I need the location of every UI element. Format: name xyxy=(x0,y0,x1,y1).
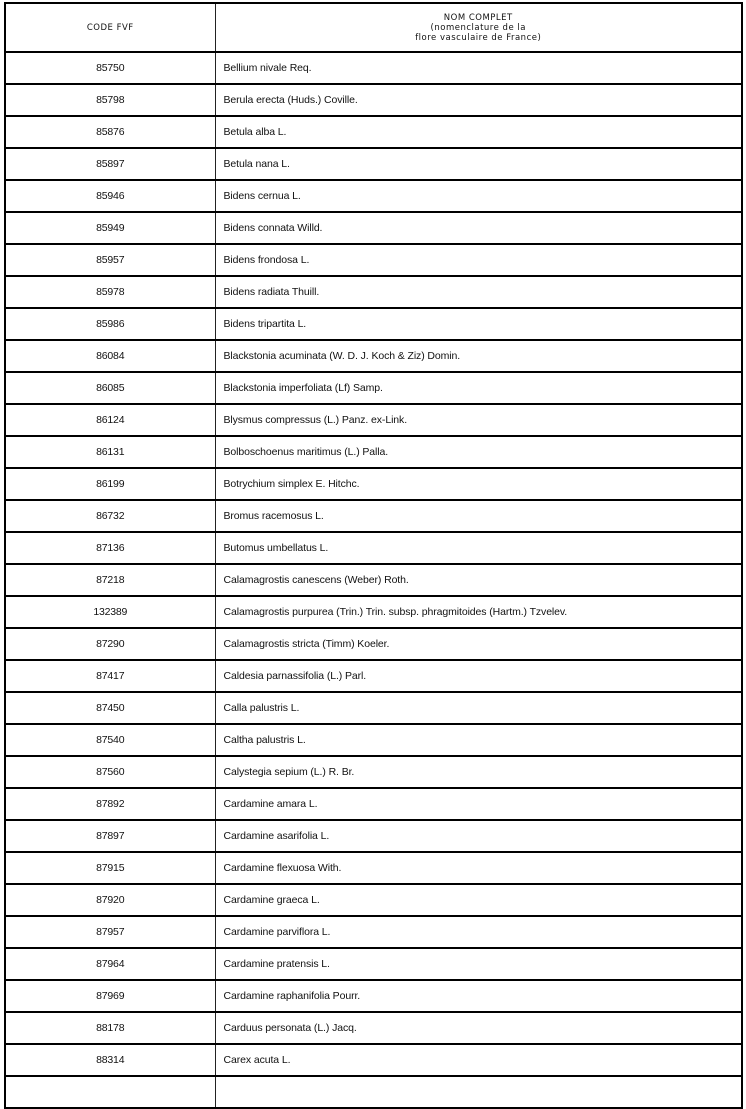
table-row xyxy=(5,148,742,180)
table-row xyxy=(5,340,742,372)
species-name-cell: Cardamine amara L. xyxy=(215,788,742,820)
species-name-cell: Bellium nivale Req. xyxy=(215,52,742,84)
code-fvf-cell: 87540 xyxy=(5,724,215,756)
table-row xyxy=(5,84,742,116)
code-fvf-cell: 87892 xyxy=(5,788,215,820)
species-name-cell: Blackstonia imperfoliata (Lf) Samp. xyxy=(215,372,742,404)
species-name-cell: Cardamine raphanifolia Pourr. xyxy=(215,980,742,1012)
species-name-cell: Botrychium simplex E. Hitchc. xyxy=(215,468,742,500)
header-code-fvf: CODE FVF xyxy=(5,3,215,52)
species-name-cell: Calamagrostis stricta (Timm) Koeler. xyxy=(215,628,742,660)
table-row xyxy=(5,980,742,1012)
header-nom-complet-note-2: flore vasculaire de France) xyxy=(415,32,542,43)
table-row xyxy=(5,276,742,308)
species-name-cell xyxy=(215,1076,742,1108)
code-fvf-cell: 87560 xyxy=(5,756,215,788)
table-row xyxy=(5,724,742,756)
code-fvf-cell: 87218 xyxy=(5,564,215,596)
table-row xyxy=(5,372,742,404)
table-row xyxy=(5,1012,742,1044)
code-fvf-cell: 87290 xyxy=(5,628,215,660)
code-fvf-cell: 85798 xyxy=(5,84,215,116)
table-row xyxy=(5,244,742,276)
table-row xyxy=(5,1044,742,1076)
header-nom-complet-note-1: (nomenclature de la xyxy=(430,22,526,33)
code-fvf-cell: 86131 xyxy=(5,436,215,468)
table-row xyxy=(5,1076,742,1108)
table-row xyxy=(5,692,742,724)
header-nom-complet-title: NOM COMPLET xyxy=(443,12,513,23)
header-nom-complet xyxy=(215,3,742,52)
species-name-cell: Bidens connata Willd. xyxy=(215,212,742,244)
species-name-cell: Bidens cernua L. xyxy=(215,180,742,212)
table-row xyxy=(5,404,742,436)
table-row xyxy=(5,788,742,820)
code-fvf-cell: 87920 xyxy=(5,884,215,916)
table-row xyxy=(5,820,742,852)
species-name-cell: Calamagrostis purpurea (Trin.) Trin. subsp. phragmitoides (Hartm.) Tzvelev. xyxy=(215,596,742,628)
table-row xyxy=(5,948,742,980)
code-fvf-cell: 86084 xyxy=(5,340,215,372)
species-name-cell: Cardamine parviflora L. xyxy=(215,916,742,948)
species-name-cell: Betula nana L. xyxy=(215,148,742,180)
species-name-cell: Bidens radiata Thuill. xyxy=(215,276,742,308)
species-name-cell: Butomus umbellatus L. xyxy=(215,532,742,564)
code-fvf-cell: 87417 xyxy=(5,660,215,692)
table-row xyxy=(5,756,742,788)
code-fvf-cell: 85946 xyxy=(5,180,215,212)
species-name-cell: Cardamine flexuosa With. xyxy=(215,852,742,884)
code-fvf-cell: 85986 xyxy=(5,308,215,340)
table-row xyxy=(5,628,742,660)
table-header-row xyxy=(5,3,742,52)
code-fvf-cell: 85957 xyxy=(5,244,215,276)
code-fvf-cell: 87915 xyxy=(5,852,215,884)
species-name-cell: Calla palustris L. xyxy=(215,692,742,724)
code-fvf-cell: 86124 xyxy=(5,404,215,436)
species-name-cell: Blysmus compressus (L.) Panz. ex-Link. xyxy=(215,404,742,436)
code-fvf-cell: 87969 xyxy=(5,980,215,1012)
table-row xyxy=(5,468,742,500)
table-row xyxy=(5,308,742,340)
table-row xyxy=(5,436,742,468)
code-fvf-cell: 85897 xyxy=(5,148,215,180)
species-table-page xyxy=(4,2,741,1109)
table-row xyxy=(5,884,742,916)
table-row xyxy=(5,916,742,948)
table-row xyxy=(5,116,742,148)
code-fvf-cell: 88178 xyxy=(5,1012,215,1044)
code-fvf-cell: 132389 xyxy=(5,596,215,628)
species-name-cell: Blackstonia acuminata (W. D. J. Koch & Ziz) Domin. xyxy=(215,340,742,372)
code-fvf-cell: 85750 xyxy=(5,52,215,84)
species-name-cell: Cardamine pratensis L. xyxy=(215,948,742,980)
species-name-cell: Bidens tripartita L. xyxy=(215,308,742,340)
species-name-cell: Carduus personata (L.) Jacq. xyxy=(215,1012,742,1044)
species-name-cell: Caltha palustris L. xyxy=(215,724,742,756)
code-fvf-cell: 87897 xyxy=(5,820,215,852)
table-row xyxy=(5,532,742,564)
table-row xyxy=(5,180,742,212)
code-fvf-cell: 85978 xyxy=(5,276,215,308)
code-fvf-cell: 87957 xyxy=(5,916,215,948)
species-name-cell: Bidens frondosa L. xyxy=(215,244,742,276)
species-name-cell: Carex acuta L. xyxy=(215,1044,742,1076)
species-name-cell: Cardamine graeca L. xyxy=(215,884,742,916)
code-fvf-cell: 85876 xyxy=(5,116,215,148)
code-fvf-cell: 86732 xyxy=(5,500,215,532)
table-row xyxy=(5,564,742,596)
species-name-cell: Caldesia parnassifolia (L.) Parl. xyxy=(215,660,742,692)
species-name-cell: Berula erecta (Huds.) Coville. xyxy=(215,84,742,116)
code-fvf-cell: 86199 xyxy=(5,468,215,500)
species-name-cell: Calystegia sepium (L.) R. Br. xyxy=(215,756,742,788)
table-row xyxy=(5,52,742,84)
species-name-cell: Cardamine asarifolia L. xyxy=(215,820,742,852)
species-name-cell: Bolboschoenus maritimus (L.) Palla. xyxy=(215,436,742,468)
table-body xyxy=(5,52,742,1108)
code-fvf-cell: 87136 xyxy=(5,532,215,564)
table-row xyxy=(5,660,742,692)
table-row xyxy=(5,596,742,628)
table-row xyxy=(5,212,742,244)
species-table xyxy=(4,2,743,1109)
code-fvf-cell: 85949 xyxy=(5,212,215,244)
table-row xyxy=(5,852,742,884)
species-name-cell: Bromus racemosus L. xyxy=(215,500,742,532)
code-fvf-cell: 88314 xyxy=(5,1044,215,1076)
code-fvf-cell xyxy=(5,1076,215,1108)
code-fvf-cell: 87450 xyxy=(5,692,215,724)
species-name-cell: Betula alba L. xyxy=(215,116,742,148)
code-fvf-cell: 87964 xyxy=(5,948,215,980)
code-fvf-cell: 86085 xyxy=(5,372,215,404)
species-name-cell: Calamagrostis canescens (Weber) Roth. xyxy=(215,564,742,596)
table-row xyxy=(5,500,742,532)
